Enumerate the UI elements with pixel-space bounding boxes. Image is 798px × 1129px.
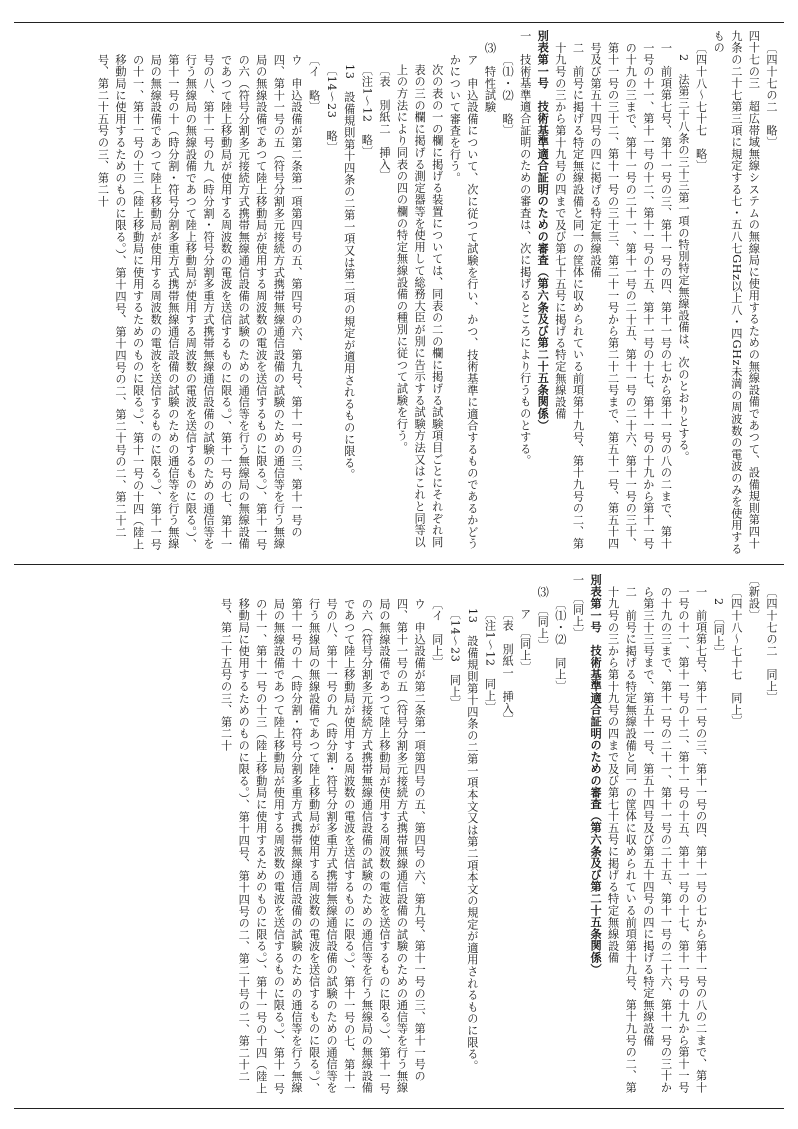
current-text-panel [18, 574, 780, 1102]
text-line: 〔四十八〜七十七 略〕 [694, 42, 708, 172]
text-line: ウ 申込設備が第二条第一項第四号の五、第四号の六、第九号、第十一号の三、第十一号の四、第十一号の五（符号分割多元接続方式携帯無線通信設備の試験のための通信等を行う無線局の無線設備であつて陸上移動局が使用する周波数の電波を送信するものに限る。）、第十一号の六（符号分割多元接続方式携帯無線通信設備の試験のための通信等を行う無線局の無線設備であつて陸上移動局が使用する周波数の電波を送信するものに限る。）、第十一号の七、第十一号の八、第十一号の九（時分割・符号分割多重方式携帯無線通信設備の試験のための通信等を行う無線局の無線設備であつて陸上移動局が使用する周波数の電波を送信するものに限る。）、第十一号の十（時分割・符号分割多重方式携帯無線通信設備の試験のための通信等を行う無線局の無線設備であつて陸上移動局が使用する周波数の電波を送信するものに限る。）、第十一号の十一、第十一号の十三（陸上移動局に使用するためのものに限る。）、第十一号の十四（陸上移動局に使用するためのものに限る。）、第十四号、第十四号の二、第二十号の二、第二十二号、第二十五号の三、第二十 [96, 54, 303, 551]
text-line: 二 前号に掲げる特定無線設備と同一の筐体に収められている前項第十九号、第十九号の二、第十九号の三から第十九号の四まで及び第七十五号に掲げる特定無線設備 [553, 42, 585, 550]
text-line: 〔表 別紙二 挿入〕 [377, 64, 391, 182]
text-line: 一 前項第七号、第十一号の三、第十一号の四、第十一号の七から第十一号の八の二まで、第十一号の十一、第十一号の十二、第十一号の十五、第十一号の十七、第十一号の十九から第十一号の十九の三まで、第十一号の二十一、第十一号の二十五、第十一号の二十六、第十一号の三十から第三十三号まで、第五十一号、第五十四号及び第五十四号の四に掲げる特定無線設備 [641, 586, 708, 1094]
text-line: 13 設備規則第十四条の二第一項本文又は第二項本文の規定が適用されるものに限る。 [465, 608, 479, 1072]
top-rule [14, 22, 784, 23]
text-line: 〔⑴・⑵ 略〕 [501, 54, 515, 137]
text-line: 〔イ 略〕 [307, 54, 321, 113]
text-line: 〔イ 同上〕 [430, 598, 444, 669]
text-line: 〔注1〜12 同上〕 [483, 608, 497, 714]
text-line: 次の表の一の欄に掲げる装置については、同表の二の欄に掲げる試験項目ごとにそれぞれ同表の三の欄に掲げる測定器等を使用して総務大臣が別に告示する試験方法又はこれと同等以上の方法により同表の四の欄の特定無線設備の種別に従つて試験を行う。 [395, 64, 444, 548]
middle-rule [14, 564, 784, 565]
text-line: 〔四十七の二 同上〕 [765, 586, 778, 704]
text-line: 〔四十八〜七十七 同上〕 [729, 586, 743, 728]
text-line: 一 前項第七号、第十一号の三、第十一号の四、第十一号の七から第十一号の八の二まで、第十一号の十一、第十一号の十二、第十一号の十五、第十一号の十七、第十一号の十九から第十一号の十九の三まで、第十一号の二十一、第十一号の二十五、第十一号の二十六、第十一号の三十、第十一号の三十二、第十一号の三十三、第二十一号から第二十二号まで、第五十一号、第五十四号及び第五十四号の四に掲げる特定無線設備 [589, 42, 673, 550]
text-line: ア 申込設備について、次に従つて試験を行い、かつ、技術基準に適合するものであるかどうかについて審査を行う。 [448, 54, 479, 550]
text-line: ウ 申込設備が第二条第一項第四号の五、第四号の六、第九号、第十一号の三、第十一号の四、第十一号の五（符号分割多元接続方式携帯無線通信設備の試験のための通信等を行う無線局の無線設備であつて陸上移動局が使用する周波数の電波を送信するものに限る。）、第十一号の六（符号分割多元接続方式携帯無線通信設備の試験のための通信等を行う無線局の無線設備であつて陸上移動局が使用する周波数の電波を送信するものに限る。）、第十一号の七、第十一号の八、第十一号の九（時分割・符号分割多重方式携帯無線通信設備の試験のための通信等を行う無線局の無線設備であつて陸上移動局が使用する周波数の電波を送信するものに限る。）、第十一号の十（時分割・符号分割多重方式携帯無線通信設備の試験のための通信等を行う無線局の無線設備であつて陸上移動局が使用する周波数の電波を送信するものに限る。）、第十一号の十一、第十一号の十三（陸上移動局に使用するためのものに限る。）、第十一号の十四（陸上移動局に使用するためのものに限る。）、第十四号、第十四号の二、第二十号の二、第二十二号、第二十五号の三、第二十 [219, 598, 427, 1095]
text-line: 〔14〜23 略〕 [325, 64, 339, 154]
current-text-column [18, 574, 780, 1102]
text-line: 〔四十七の二 略〕 [765, 42, 778, 149]
text-line: ア 〔同上〕 [518, 608, 532, 674]
text-line: ⑶ 特性試験 [483, 42, 497, 113]
annex-heading: 別表第一号 技術基準適合証明のための審査（第六条及び第二十五条関係） [589, 574, 604, 976]
text-line: ⑶ 〔同上〕 [536, 586, 550, 652]
text-line: 〔⑴・⑵ 同上〕 [553, 598, 567, 693]
text-line: 13 設備規則第十四条の二第一項又は第二項の規定が適用されるものに限る。 [342, 64, 356, 481]
bottom-rule [14, 1108, 784, 1109]
revised-text-column [18, 30, 780, 558]
text-line: 〔14〜23 同上〕 [448, 608, 462, 710]
text-line: 2 〔同上〕 [712, 598, 726, 660]
text-line: 一 〔同上〕 [571, 574, 585, 640]
text-line: 一 技術基準適合証明のための審査は、次に掲げるところにより行うものとする。 [518, 30, 532, 467]
annex-heading: 別表第一号 技術基準適合証明のための審査（第六条及び第二十五条関係） [536, 30, 551, 432]
text-line: 〔新設〕 [747, 574, 761, 622]
text-line: 2 法第三十八条の三十三第一項の特別特定無線設備は、次のとおりとする。 [677, 54, 691, 463]
text-line: 〔注1〜12 略〕 [360, 64, 374, 158]
text-line: 〔表 別紙一 挿入〕 [501, 608, 515, 726]
text-line: 二 前号に掲げる特定無線設備と同一の筐体に収められている前項第十九号、第十九号の二、第十九号の三から第十九号の四まで及び第七十五号に掲げる特定無線設備 [606, 586, 638, 1094]
revised-text-panel [18, 30, 780, 558]
text-line: 四十七の三 超広帯域無線システムの無線局に使用するための無線設備であつて、設備規則第四十九条の二十七第三項に規定する七・五八七GHz以上八・四GHz未満の周波数の電波のみを使用するもの [712, 30, 761, 555]
